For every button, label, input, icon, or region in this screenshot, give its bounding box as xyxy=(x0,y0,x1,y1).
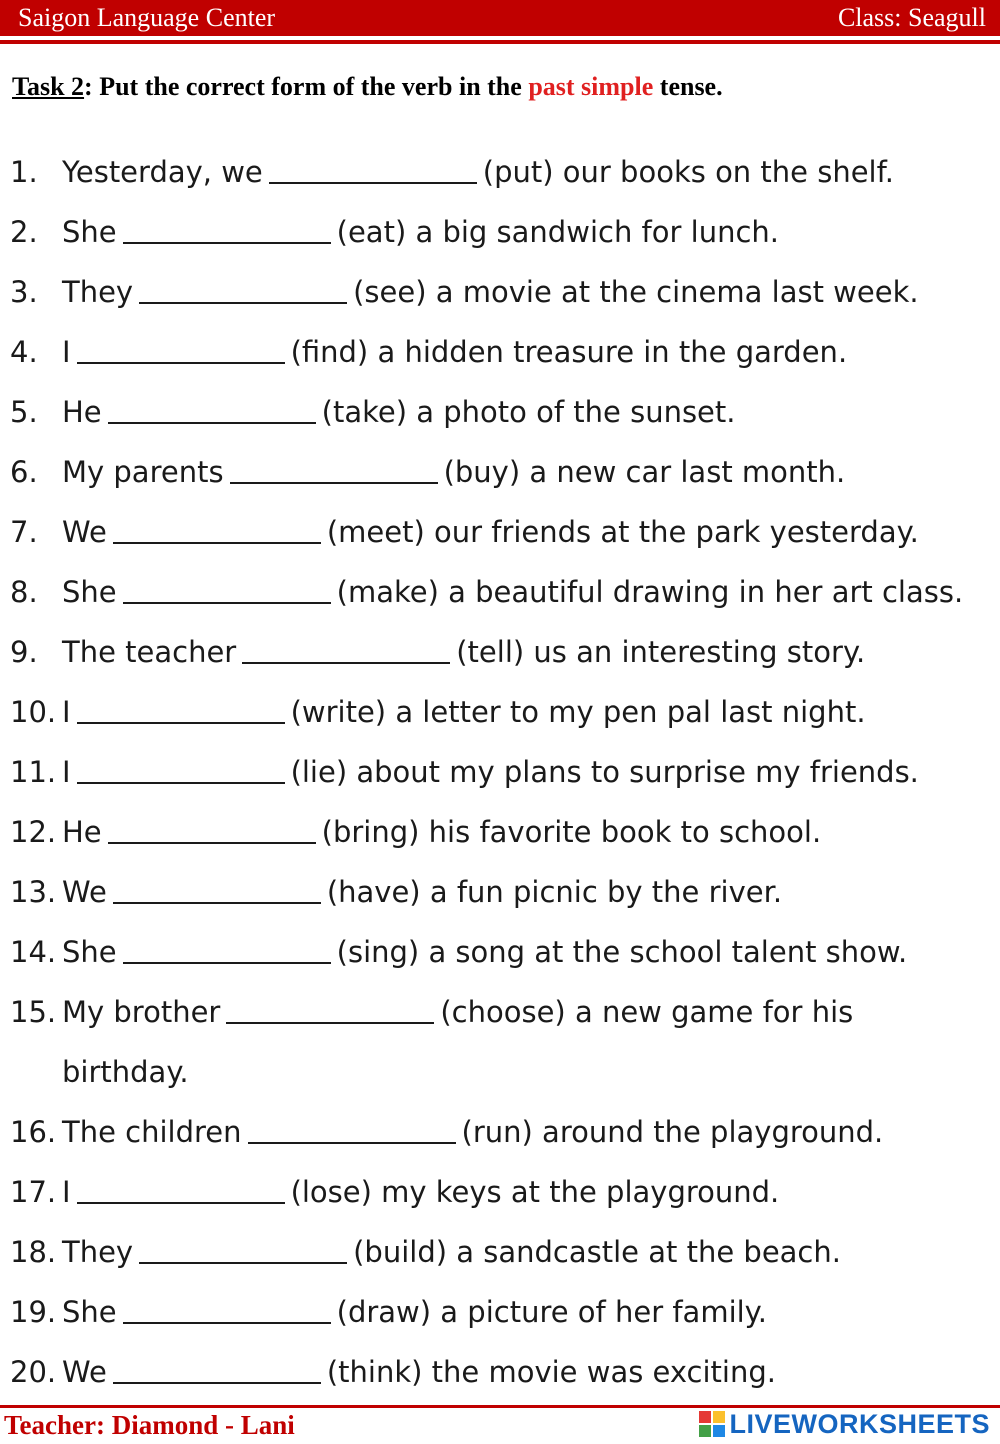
class-name: Class: Seagull xyxy=(837,3,986,32)
exercise-item xyxy=(0,1222,1000,1282)
item-sentence xyxy=(62,982,922,1102)
item-subject: I xyxy=(62,1175,71,1209)
item-sentence xyxy=(62,862,782,922)
exercise-item xyxy=(0,982,1000,1102)
brand-name: LIVEWORKSHEETS xyxy=(729,1408,990,1439)
answer-blank[interactable] xyxy=(108,814,316,844)
item-subject: My parents xyxy=(62,455,224,489)
item-subject: He xyxy=(62,815,102,849)
item-rest: (meet) our friends at the park yesterday. xyxy=(326,515,919,549)
item-rest: (put) our books on the shelf. xyxy=(482,155,894,189)
item-rest: (have) a fun picnic by the river. xyxy=(326,875,783,909)
exercise-item xyxy=(0,1162,1000,1222)
item-sentence xyxy=(62,742,919,802)
item-subject: She xyxy=(62,935,117,969)
answer-blank[interactable] xyxy=(123,934,331,964)
item-number: 2. xyxy=(10,215,38,249)
item-number: 13. xyxy=(10,875,57,909)
header-bar xyxy=(0,0,1000,36)
item-rest: (tell) us an interesting story. xyxy=(456,635,866,669)
answer-blank[interactable] xyxy=(108,394,316,424)
answer-blank[interactable] xyxy=(242,634,450,664)
item-sentence xyxy=(62,142,894,202)
exercise-item xyxy=(0,142,1000,202)
answer-blank[interactable] xyxy=(248,1114,456,1144)
item-number: 16. xyxy=(10,1115,57,1149)
answer-blank[interactable] xyxy=(139,274,347,304)
item-subject: I xyxy=(62,755,71,789)
exercise-item xyxy=(0,922,1000,982)
answer-blank[interactable] xyxy=(123,574,331,604)
exercise-item xyxy=(0,202,1000,262)
item-number: 11. xyxy=(10,755,57,789)
item-rest: (bring) his favorite book to school. xyxy=(321,815,822,849)
item-subject: We xyxy=(62,515,107,549)
exercise-item xyxy=(0,562,1000,622)
item-rest: (write) a letter to my pen pal last night. xyxy=(290,695,866,729)
answer-blank[interactable] xyxy=(269,154,477,184)
task-highlight: past simple xyxy=(528,72,654,101)
answer-blank[interactable] xyxy=(226,994,434,1024)
item-sentence xyxy=(62,502,919,562)
item-rest: (buy) a new car last month. xyxy=(443,455,846,489)
item-rest: (make) a beautiful drawing in her art class. xyxy=(336,575,964,609)
item-number: 4. xyxy=(10,335,38,369)
task-instruction-end: tense. xyxy=(653,72,723,101)
header-divider xyxy=(0,40,1000,44)
exercise-item xyxy=(0,1342,1000,1402)
item-sentence xyxy=(62,262,919,322)
item-sentence xyxy=(62,682,866,742)
exercise-item xyxy=(0,742,1000,802)
answer-blank[interactable] xyxy=(113,874,321,904)
exercise-item xyxy=(0,262,1000,322)
item-subject: The children xyxy=(62,1115,242,1149)
item-number: 20. xyxy=(10,1355,57,1389)
exercise-item xyxy=(0,802,1000,862)
item-subject: He xyxy=(62,395,102,429)
answer-blank[interactable] xyxy=(113,514,321,544)
task-instruction: : Put the correct form of the verb in the xyxy=(84,72,529,101)
item-rest: (take) a photo of the sunset. xyxy=(321,395,736,429)
item-number: 17. xyxy=(10,1175,57,1209)
item-subject: My brother xyxy=(62,995,221,1029)
teacher-name: Teacher: Diamond - Lani xyxy=(4,1410,295,1440)
item-rest: (lie) about my plans to surprise my friends. xyxy=(290,755,919,789)
exercise-item xyxy=(0,442,1000,502)
item-subject: She xyxy=(62,1295,117,1329)
item-number: 14. xyxy=(10,935,57,969)
item-subject: They xyxy=(62,1235,134,1269)
answer-blank[interactable] xyxy=(123,214,331,244)
item-subject: I xyxy=(62,335,71,369)
answer-blank[interactable] xyxy=(77,334,285,364)
item-number: 15. xyxy=(10,995,57,1029)
item-subject: They xyxy=(62,275,134,309)
item-rest: (build) a sandcastle at the beach. xyxy=(353,1235,841,1269)
item-subject: We xyxy=(62,1355,107,1389)
answer-blank[interactable] xyxy=(77,694,285,724)
item-rest: (lose) my keys at the playground. xyxy=(290,1175,780,1209)
item-rest: (think) the movie was exciting. xyxy=(326,1355,776,1389)
answer-blank[interactable] xyxy=(230,454,438,484)
task-label: Task 2 xyxy=(12,72,85,101)
exercise-item xyxy=(0,862,1000,922)
item-number: 1. xyxy=(10,155,38,189)
item-number: 8. xyxy=(10,575,38,609)
exercise-item xyxy=(0,682,1000,742)
answer-blank[interactable] xyxy=(139,1234,347,1264)
item-rest: (choose) a new game for his birthday. xyxy=(62,995,854,1089)
item-number: 5. xyxy=(10,395,38,429)
item-subject: We xyxy=(62,875,107,909)
item-sentence xyxy=(62,1282,767,1342)
answer-blank[interactable] xyxy=(77,754,285,784)
item-subject: The teacher xyxy=(62,635,237,669)
exercise-item xyxy=(0,322,1000,382)
item-sentence xyxy=(62,1162,779,1222)
item-sentence xyxy=(62,322,847,382)
brand-logo[interactable] xyxy=(699,1406,990,1442)
exercise-item xyxy=(0,1102,1000,1162)
school-name: Saigon Language Center xyxy=(18,3,276,32)
item-subject: Yesterday, we xyxy=(62,155,263,189)
item-number: 3. xyxy=(10,275,38,309)
item-rest: (eat) a big sandwich for lunch. xyxy=(336,215,779,249)
item-rest: (run) around the playground. xyxy=(461,1115,884,1149)
liveworksheets-icon xyxy=(699,1411,725,1437)
answer-blank[interactable] xyxy=(77,1174,285,1204)
item-rest: (see) a movie at the cinema last week. xyxy=(353,275,919,309)
item-sentence xyxy=(62,382,736,442)
item-number: 19. xyxy=(10,1295,57,1329)
item-sentence xyxy=(62,622,865,682)
item-subject: I xyxy=(62,695,71,729)
exercise-item xyxy=(0,622,1000,682)
exercise-item xyxy=(0,382,1000,442)
exercise-item xyxy=(0,502,1000,562)
item-number: 9. xyxy=(10,635,38,669)
item-sentence xyxy=(62,1342,776,1402)
item-number: 18. xyxy=(10,1235,57,1269)
item-number: 10. xyxy=(10,695,57,729)
item-number: 6. xyxy=(10,455,38,489)
item-subject: She xyxy=(62,575,117,609)
item-sentence xyxy=(62,1102,883,1162)
item-sentence xyxy=(62,922,907,982)
item-sentence xyxy=(62,1222,841,1282)
item-sentence xyxy=(62,562,963,622)
item-rest: (draw) a picture of her family. xyxy=(336,1295,767,1329)
answer-blank[interactable] xyxy=(123,1294,331,1324)
task-title xyxy=(12,72,992,102)
item-rest: (sing) a song at the school talent show. xyxy=(336,935,908,969)
item-rest: (find) a hidden treasure in the garden. xyxy=(290,335,848,369)
item-subject: She xyxy=(62,215,117,249)
item-number: 7. xyxy=(10,515,38,549)
item-number: 12. xyxy=(10,815,57,849)
exercise-list xyxy=(0,142,1000,1402)
item-sentence xyxy=(62,442,845,502)
exercise-item xyxy=(0,1282,1000,1342)
item-sentence xyxy=(62,202,779,262)
answer-blank[interactable] xyxy=(113,1354,321,1384)
item-sentence xyxy=(62,802,821,862)
